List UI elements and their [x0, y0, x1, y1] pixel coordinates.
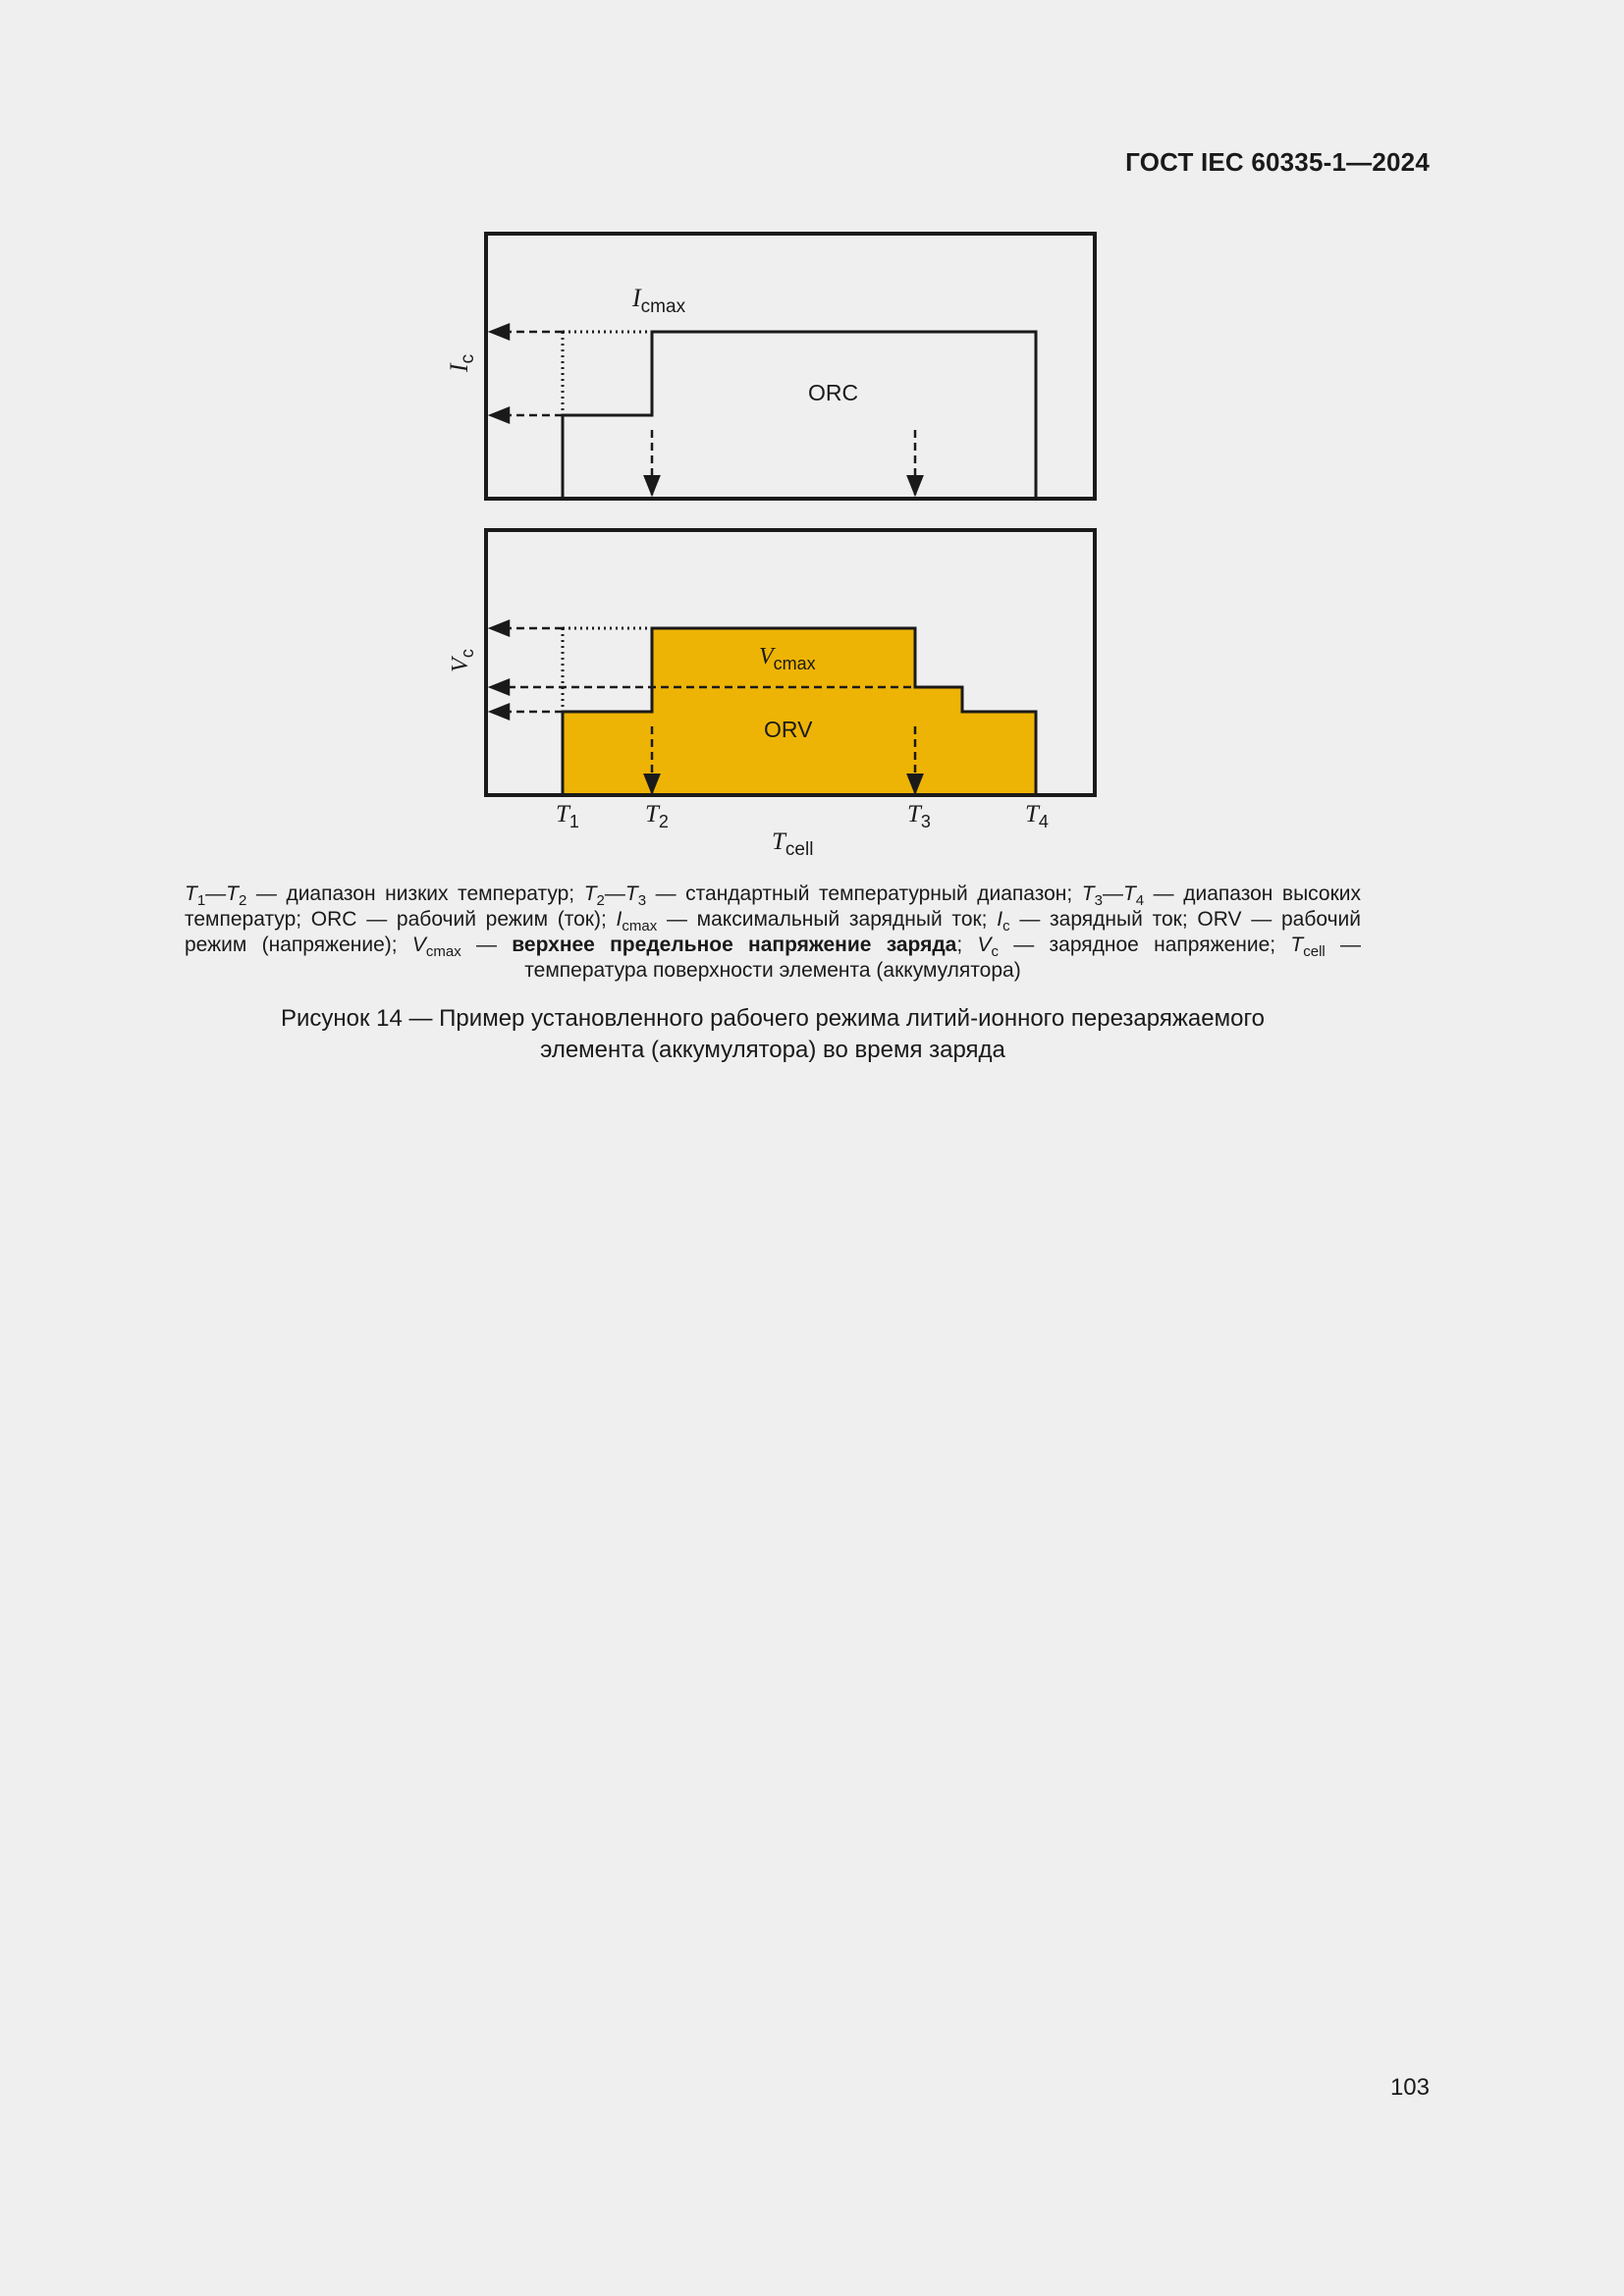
document-code: ГОСТ IEC 60335-1—2024: [1125, 147, 1430, 177]
vcmax-label: $V_{cmax}$: [759, 644, 816, 673]
figure-caption: [185, 1003, 1361, 1066]
figure-caption-line-2: элемента (аккумулятора) во время заряда: [540, 1037, 1005, 1063]
upper-panel-frame: [486, 234, 1095, 499]
icmax-label: $I_{cmax}$: [632, 284, 686, 317]
figure-legend: $T_1—T_2$ — диапазон низких температур; $T_2—T_3$ — стандартный температурный диапазон; $T_3—T_4$ — диапазон высоких температур; ORC — рабочий режим (ток); $I_{cmax}$ — максимальный зарядный ток; $I_c$ — зарядный ток; ORV — рабочий режим (напряжение); $V_{cmax}$ — верхнее предельное напряжение заряда; $V_c$ — зарядное напряжение; $T_{cell}$ — температура поверхности элемента (аккумулятора): [185, 882, 1362, 982]
x-axis-title: $T_{cell}$: [772, 828, 814, 860]
orv-region-label: ORV: [764, 717, 813, 742]
lower-y-axis-label: $V_c$: [448, 649, 477, 672]
t4-label: $T_4$: [1025, 801, 1049, 831]
upper-panel: [445, 234, 1095, 499]
orc-region-label: ORC: [808, 380, 859, 405]
page-number: 103: [1389, 2074, 1430, 2101]
t3-label: $T_3$: [907, 801, 931, 831]
t1-label: $T_1$: [556, 801, 579, 831]
charging-mode-figure: [432, 216, 1119, 864]
current-profile-line: [563, 332, 1036, 497]
x-axis-labels: [556, 801, 1049, 860]
figure-caption-line-1: Рисунок 14 — Пример установленного рабочего режима литий-ионного перезаряжаемого: [280, 1005, 1266, 1032]
upper-y-axis-label: $I_c$: [445, 353, 478, 373]
lower-panel: [448, 530, 1095, 795]
t2-label: $T_2$: [645, 801, 669, 831]
